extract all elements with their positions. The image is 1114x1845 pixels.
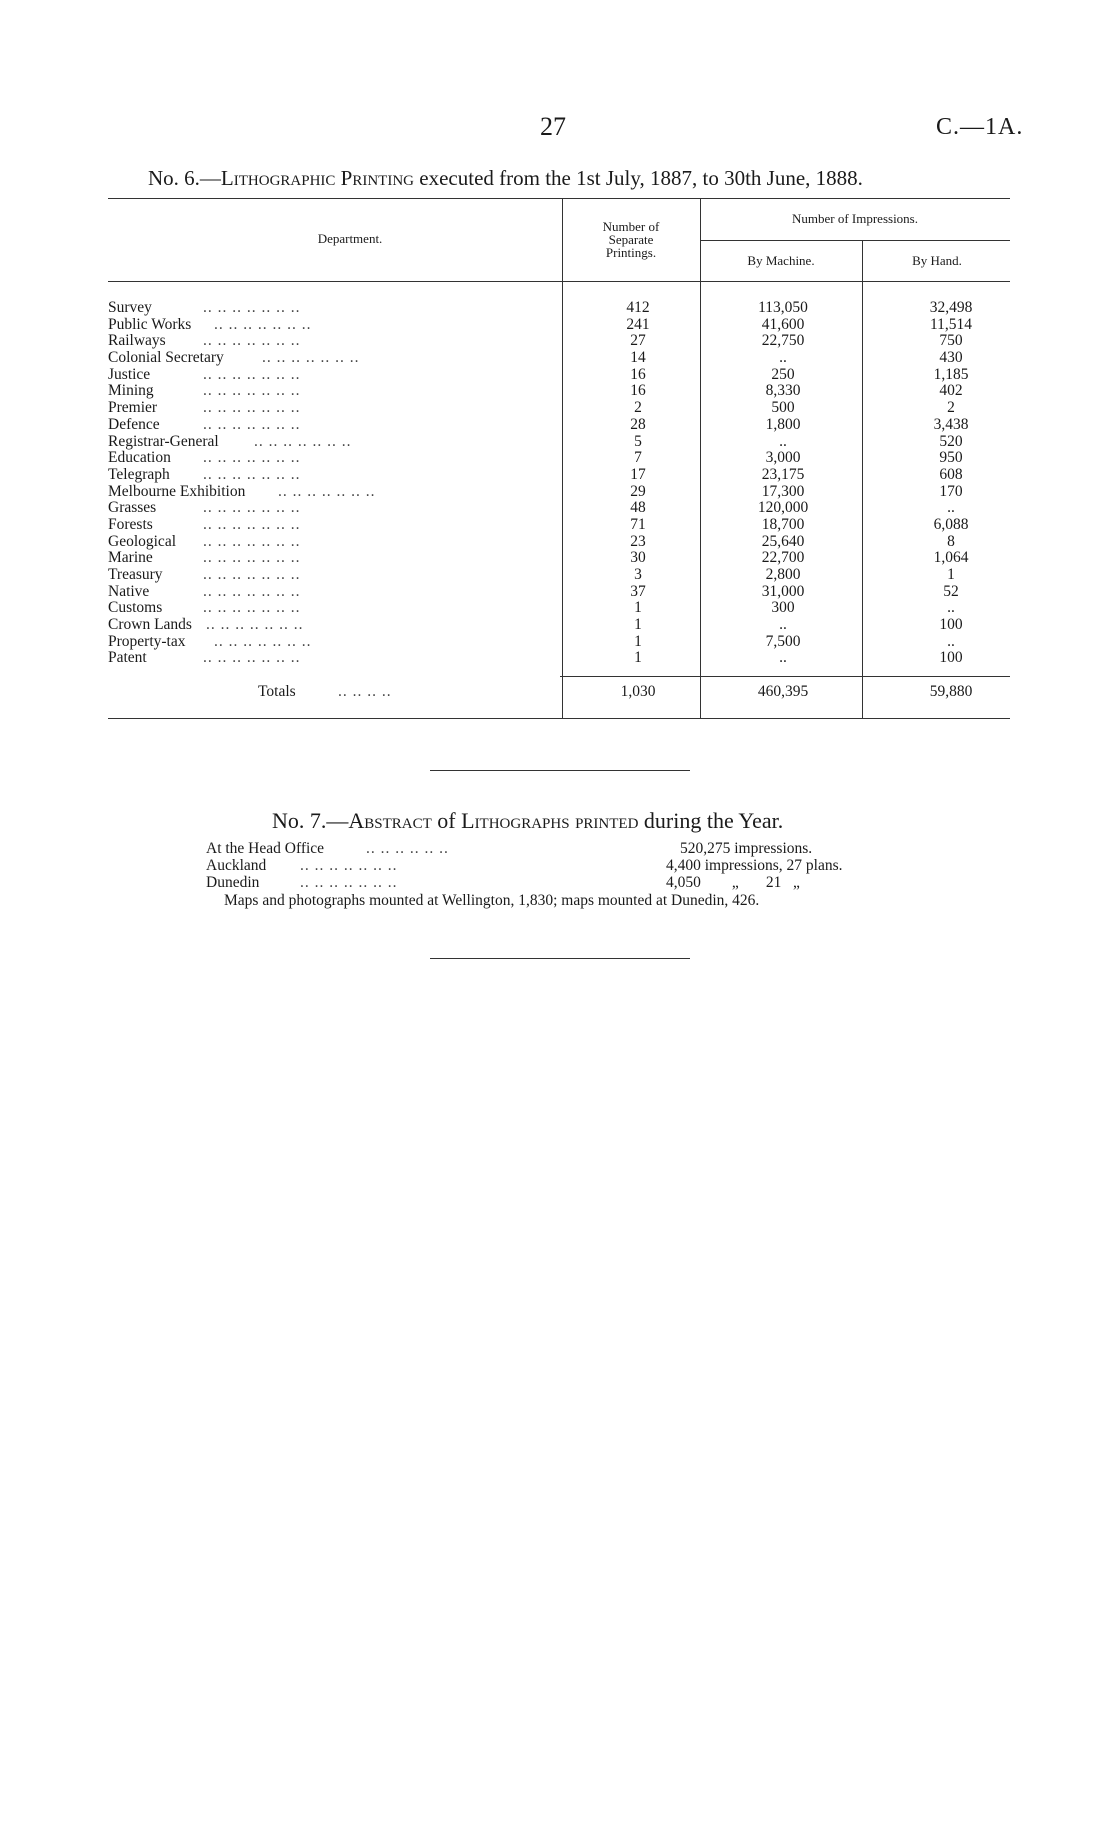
printings-cell: 48 bbox=[630, 499, 646, 517]
impressions-subrule bbox=[700, 240, 1010, 241]
table-row bbox=[108, 450, 1008, 467]
table7-title-sc1: Abstract bbox=[348, 808, 432, 833]
totals-printings: 1,030 bbox=[620, 683, 656, 700]
department-cell: Patent bbox=[108, 649, 147, 667]
table-row bbox=[108, 467, 1008, 484]
machine-cell: 1,800 bbox=[765, 415, 801, 433]
abstract-label: Auckland bbox=[206, 857, 267, 874]
header-by-hand: By Hand. bbox=[912, 253, 962, 268]
printings-cell: 241 bbox=[626, 315, 650, 333]
leader-dots: .. .. .. .. .. .. .. bbox=[203, 650, 301, 667]
header-printings-line3: Printings. bbox=[605, 245, 657, 260]
department-cell: Crown Lands bbox=[108, 616, 192, 634]
machine-cell: 22,700 bbox=[761, 549, 805, 567]
leader-dots: .. .. .. .. .. .. .. bbox=[278, 483, 376, 500]
table-row bbox=[108, 500, 1008, 517]
printings-cell: 14 bbox=[630, 349, 646, 367]
hand-cell: 402 bbox=[939, 382, 963, 400]
department-cell: Justice bbox=[108, 365, 151, 383]
hand-cell: .. bbox=[947, 632, 955, 650]
printings-cell: 16 bbox=[630, 382, 646, 400]
table-row bbox=[108, 550, 1008, 567]
table-bottom-rule bbox=[108, 718, 1010, 719]
printings-cell: 1 bbox=[634, 616, 642, 634]
table6-title-smallcaps: Lithographic Printing bbox=[220, 166, 415, 190]
page-number: 27 bbox=[540, 112, 566, 141]
department-cell: Melbourne Exhibition bbox=[108, 482, 246, 500]
department-cell: Registrar-General bbox=[108, 432, 219, 450]
machine-cell: .. bbox=[779, 616, 787, 634]
abstract-label: Dunedin bbox=[206, 874, 260, 891]
department-cell: Mining bbox=[108, 382, 154, 400]
leader-dots: .. .. .. .. .. .. .. bbox=[203, 383, 301, 400]
printings-cell: 28 bbox=[630, 415, 646, 433]
machine-cell: 31,000 bbox=[761, 582, 805, 600]
table7-title-mid: of bbox=[431, 808, 462, 833]
totals-top-rule bbox=[560, 676, 1010, 677]
table7-title-prefix: No. 7.— bbox=[272, 808, 349, 833]
section-divider bbox=[430, 958, 690, 959]
abstract-dots: .. .. .. .. .. .. .. bbox=[300, 874, 398, 891]
machine-cell: 41,600 bbox=[761, 315, 805, 333]
table6-title bbox=[148, 166, 863, 191]
leader-dots: .. .. .. .. .. .. .. bbox=[203, 466, 301, 483]
printings-cell: 412 bbox=[626, 299, 650, 316]
hand-cell: 430 bbox=[939, 349, 963, 367]
department-cell: Treasury bbox=[108, 566, 163, 583]
leader-dots: .. .. .. .. .. .. .. bbox=[203, 567, 301, 583]
leader-dots: .. .. .. .. .. .. .. bbox=[203, 600, 301, 617]
abstract-note: Maps and photographs mounted at Wellington, 1,830; maps mounted at Dunedin, 426. bbox=[224, 892, 760, 909]
printings-cell: 16 bbox=[630, 365, 646, 383]
printings-cell: 5 bbox=[634, 432, 642, 450]
department-cell: Colonial Secretary bbox=[108, 349, 224, 367]
machine-cell: 500 bbox=[771, 399, 795, 417]
table-row bbox=[108, 317, 1008, 334]
hand-cell: 32,498 bbox=[929, 299, 973, 316]
table-row bbox=[108, 333, 1008, 350]
abstract-value: 4,400 impressions, 27 plans. bbox=[666, 857, 843, 874]
hand-cell: 1,064 bbox=[933, 549, 969, 567]
printings-cell: 1 bbox=[634, 599, 642, 617]
printings-cell: 23 bbox=[630, 532, 646, 550]
totals-hand: 59,880 bbox=[929, 683, 973, 700]
leader-dots: .. .. .. .. .. .. .. bbox=[203, 516, 301, 533]
table-row bbox=[108, 400, 1008, 417]
printings-cell: 27 bbox=[630, 332, 646, 350]
table-row bbox=[108, 567, 1008, 584]
leader-dots: .. .. .. .. .. .. .. bbox=[206, 617, 304, 634]
hand-cell: 520 bbox=[939, 432, 963, 450]
table-row bbox=[108, 600, 1008, 617]
department-cell: Native bbox=[108, 582, 150, 600]
leader-dots: .. .. .. .. .. .. .. bbox=[203, 366, 301, 383]
machine-cell: .. bbox=[779, 649, 787, 667]
department-cell: Forests bbox=[108, 515, 153, 533]
leader-dots: .. .. .. .. .. .. .. bbox=[203, 550, 301, 567]
department-cell: Geological bbox=[108, 532, 177, 550]
leader-dots: .. .. .. .. .. .. .. bbox=[203, 400, 301, 417]
hand-cell: 8 bbox=[947, 532, 955, 550]
printings-cell: 1 bbox=[634, 649, 642, 667]
table-row bbox=[108, 584, 1008, 601]
leader-dots: .. .. .. .. .. .. .. bbox=[203, 450, 301, 467]
hand-cell: 1 bbox=[947, 566, 955, 583]
printings-cell: 29 bbox=[630, 482, 646, 500]
leader-dots: .. .. .. .. .. .. .. bbox=[203, 583, 301, 600]
abstract-dots: .. .. .. .. .. .. bbox=[366, 840, 449, 857]
abstract-dots: .. .. .. .. .. .. .. bbox=[300, 857, 398, 874]
table-row bbox=[108, 634, 1008, 651]
printings-cell: 71 bbox=[630, 515, 646, 533]
section-divider bbox=[430, 770, 690, 771]
printings-cell: 30 bbox=[630, 549, 646, 567]
table-top-rule bbox=[108, 198, 1010, 199]
department-cell: Education bbox=[108, 449, 171, 467]
machine-cell: .. bbox=[779, 349, 787, 367]
document-reference: C.—1A. bbox=[936, 114, 1024, 140]
table-row bbox=[108, 650, 1008, 667]
totals-machine: 460,395 bbox=[757, 683, 809, 700]
table6-title-prefix: No. 6.— bbox=[148, 166, 221, 190]
hand-cell: 52 bbox=[943, 582, 959, 600]
machine-cell: 23,175 bbox=[761, 465, 805, 483]
printings-cell: 37 bbox=[630, 582, 646, 600]
totals-row bbox=[108, 683, 1008, 703]
machine-cell: 18,700 bbox=[761, 515, 805, 533]
table-row bbox=[108, 383, 1008, 400]
department-cell: Marine bbox=[108, 549, 153, 567]
table6-body bbox=[108, 300, 1008, 667]
hand-cell: .. bbox=[947, 499, 955, 517]
header-bottom-rule bbox=[108, 281, 1010, 282]
machine-cell: 250 bbox=[771, 365, 795, 383]
department-cell: Public Works bbox=[108, 315, 192, 333]
table-row bbox=[108, 434, 1008, 451]
table-row bbox=[108, 300, 1008, 317]
leader-dots: .. .. .. .. .. .. .. bbox=[203, 533, 301, 550]
machine-cell: 2,800 bbox=[765, 566, 801, 583]
abstract-value: 4,050 „ 21 „ bbox=[666, 874, 800, 891]
department-cell: Railways bbox=[108, 332, 166, 350]
machine-cell: 120,000 bbox=[757, 499, 809, 517]
machine-cell: 8,330 bbox=[765, 382, 801, 400]
header-printings bbox=[565, 220, 697, 259]
department-cell: Survey bbox=[108, 299, 152, 316]
printings-cell: 17 bbox=[630, 465, 646, 483]
header-impressions: Number of Impressions. bbox=[791, 211, 918, 226]
table-row bbox=[108, 350, 1008, 367]
department-cell: Premier bbox=[108, 399, 158, 417]
table7-title bbox=[272, 808, 783, 834]
hand-cell: 750 bbox=[939, 332, 963, 350]
table7-title-sc2: Lithographs printed bbox=[461, 808, 639, 833]
hand-cell: 6,088 bbox=[933, 515, 969, 533]
hand-cell: 1,185 bbox=[933, 365, 969, 383]
abstract-row bbox=[206, 857, 906, 875]
header-printings-line1: Number of bbox=[602, 219, 660, 234]
machine-cell: 113,050 bbox=[758, 299, 808, 316]
leader-dots: .. .. .. .. .. .. .. bbox=[203, 500, 301, 517]
table-row bbox=[108, 617, 1008, 634]
hand-cell: 608 bbox=[939, 465, 963, 483]
leader-dots: .. .. .. .. .. .. .. bbox=[262, 350, 360, 367]
leader-dots: .. .. .. .. .. .. .. bbox=[214, 633, 312, 650]
department-cell: Telegraph bbox=[108, 465, 170, 483]
department-cell: Grasses bbox=[108, 499, 157, 517]
totals-label: Totals bbox=[258, 683, 296, 700]
hand-cell: .. bbox=[947, 599, 955, 617]
table6-title-rest: executed from the 1st July, 1887, to 30th June, 1888. bbox=[414, 166, 863, 190]
table-row bbox=[108, 417, 1008, 434]
machine-cell: 25,640 bbox=[761, 532, 805, 550]
table-row bbox=[108, 534, 1008, 551]
hand-cell: 100 bbox=[939, 649, 963, 667]
machine-cell: 7,500 bbox=[765, 632, 801, 650]
printings-cell: 3 bbox=[634, 566, 642, 583]
printings-cell: 2 bbox=[634, 399, 642, 417]
table-row bbox=[108, 484, 1008, 501]
hand-cell: 170 bbox=[939, 482, 963, 500]
abstract-label: At the Head Office bbox=[206, 840, 325, 857]
hand-cell: 2 bbox=[947, 399, 955, 417]
machine-cell: 22,750 bbox=[761, 332, 805, 350]
header-department: Department. bbox=[317, 231, 383, 246]
table-row bbox=[108, 517, 1008, 534]
abstract-value: 520,275 impressions. bbox=[680, 840, 813, 857]
department-cell: Defence bbox=[108, 415, 160, 433]
leader-dots: .. .. .. .. .. .. .. bbox=[203, 300, 301, 316]
printings-cell: 7 bbox=[634, 449, 642, 467]
table7-title-rest: during the Year. bbox=[638, 808, 784, 833]
machine-cell: .. bbox=[779, 432, 787, 450]
department-cell: Customs bbox=[108, 599, 163, 617]
leader-dots: .. .. .. .. .. .. .. bbox=[203, 416, 301, 433]
leader-dots: .. .. .. .. .. .. .. bbox=[203, 333, 301, 350]
abstract-row bbox=[206, 840, 906, 858]
table-row bbox=[108, 367, 1008, 384]
machine-cell: 3,000 bbox=[765, 449, 801, 467]
leader-dots: .. .. .. .. .. .. .. bbox=[254, 433, 352, 450]
hand-cell: 950 bbox=[939, 449, 963, 467]
leader-dots: .. .. .. .. .. .. .. bbox=[214, 316, 312, 333]
totals-dots: .. .. .. .. bbox=[338, 683, 392, 700]
hand-cell: 11,514 bbox=[929, 315, 973, 333]
header-by-machine: By Machine. bbox=[747, 253, 815, 268]
abstract-row bbox=[206, 874, 906, 892]
printings-cell: 1 bbox=[634, 632, 642, 650]
hand-cell: 3,438 bbox=[933, 415, 969, 433]
department-cell: Property-tax bbox=[108, 632, 186, 650]
hand-cell: 100 bbox=[939, 616, 963, 634]
machine-cell: 17,300 bbox=[761, 482, 805, 500]
machine-cell: 300 bbox=[771, 599, 795, 617]
header-printings-line2: Separate bbox=[608, 232, 654, 247]
